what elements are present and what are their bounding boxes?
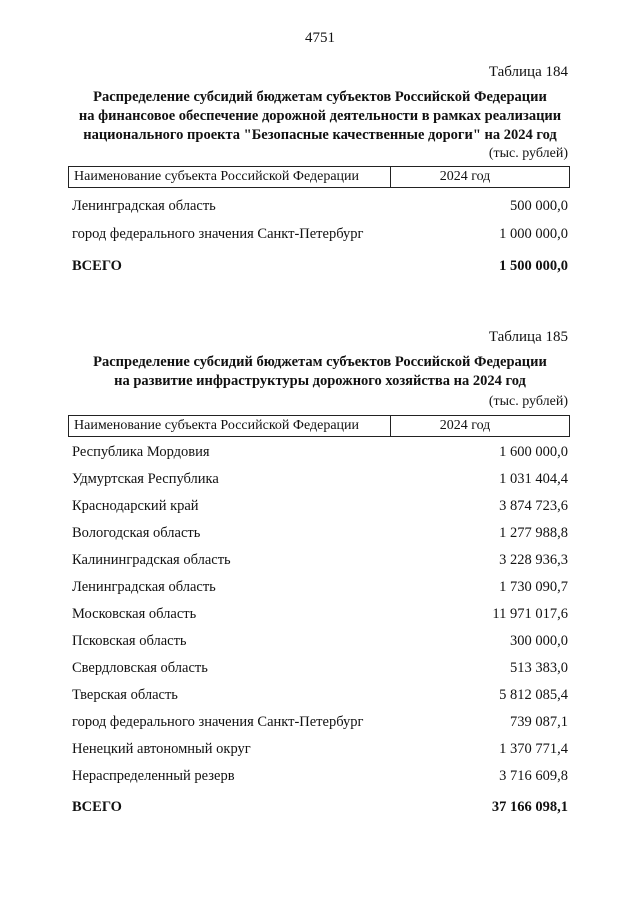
- row-value: 513 383,0: [510, 660, 568, 676]
- row-value: 1 277 988,8: [499, 525, 568, 541]
- title-line: на развитие инфраструктуры дорожного хозяйства на 2024 год: [114, 373, 526, 389]
- total-value: 37 166 098,1: [491, 799, 568, 815]
- row-name: Удмуртская Республика: [72, 471, 219, 487]
- table-row: [72, 552, 568, 569]
- table-row: [72, 687, 568, 704]
- row-value: 500 000,0: [510, 198, 568, 214]
- row-name: Тверская область: [72, 687, 178, 703]
- header-year-cell: 2024 год: [439, 418, 491, 433]
- row-value: 1 031 404,4: [499, 471, 568, 487]
- header-name-cell: Наименование субъекта Российской Федерации: [69, 167, 391, 187]
- title-line: национального проекта "Безопасные качественные дороги" на 2024 год: [83, 127, 557, 143]
- row-value: 300 000,0: [510, 633, 568, 649]
- header-year-cell: 2024 год: [439, 169, 491, 184]
- row-value: 11 971 017,6: [492, 606, 568, 622]
- table-row: [72, 525, 568, 542]
- title-line: Распределение субсидий бюджетам субъектов Российской Федерации: [93, 89, 547, 105]
- header-name-cell: Наименование субъекта Российской Федерации: [69, 416, 391, 436]
- table-row: [72, 444, 568, 461]
- table-title: [60, 353, 580, 391]
- table-row: [72, 471, 568, 488]
- row-name: Нераспределенный резерв: [72, 768, 235, 784]
- row-value: 3 228 936,3: [499, 552, 568, 568]
- table-row: [72, 714, 568, 731]
- row-name: Краснодарский край: [72, 498, 199, 514]
- row-name: Московская область: [72, 606, 197, 622]
- total-label: ВСЕГО: [72, 258, 122, 274]
- row-name: Ленинградская область: [72, 579, 216, 595]
- table-total-row: [72, 258, 568, 275]
- row-value: 5 812 085,4: [499, 687, 568, 703]
- units-label: (тыс. рублей): [488, 146, 568, 161]
- total-label: ВСЕГО: [72, 799, 122, 815]
- table-row: [72, 606, 568, 623]
- row-name: Республика Мордовия: [72, 444, 210, 460]
- table-header: [68, 415, 570, 437]
- table-row: [72, 498, 568, 515]
- row-name: Ненецкий автономный округ: [72, 741, 251, 757]
- page-number: 4751: [305, 30, 335, 46]
- table-row: [72, 660, 568, 677]
- row-name: Ленинградская область: [72, 198, 216, 214]
- table-total-row: [72, 799, 568, 816]
- title-line: на финансовое обеспечение дорожной деятельности в рамках реализации: [78, 108, 562, 124]
- row-name: город федерального значения Санкт-Петербург: [72, 714, 364, 730]
- table-row: [72, 579, 568, 596]
- table-row: [72, 198, 568, 215]
- row-name: город федерального значения Санкт-Петербург: [72, 226, 364, 242]
- units-label: (тыс. рублей): [488, 394, 568, 409]
- table-row: [72, 741, 568, 758]
- table-row: [72, 226, 568, 243]
- row-value: 3 716 609,8: [499, 768, 568, 784]
- table-label: Таблица 185: [488, 329, 568, 345]
- title-line: Распределение субсидий бюджетам субъектов Российской Федерации: [93, 354, 547, 370]
- table-title: [60, 88, 580, 145]
- row-value: 1 000 000,0: [499, 226, 568, 242]
- row-value: 739 087,1: [510, 714, 568, 730]
- total-value: 1 500 000,0: [499, 258, 568, 274]
- row-value: 1 730 090,7: [499, 579, 568, 595]
- table-row: [72, 633, 568, 650]
- table-header: [68, 166, 570, 188]
- row-value: 1 370 771,4: [499, 741, 568, 757]
- row-name: Вологодская область: [72, 525, 201, 541]
- table-label: Таблица 184: [488, 64, 568, 80]
- row-value: 1 600 000,0: [499, 444, 568, 460]
- row-name: Калининградская область: [72, 552, 231, 568]
- table-row: [72, 768, 568, 785]
- row-name: Свердловская область: [72, 660, 208, 676]
- row-value: 3 874 723,6: [499, 498, 568, 514]
- row-name: Псковская область: [72, 633, 187, 649]
